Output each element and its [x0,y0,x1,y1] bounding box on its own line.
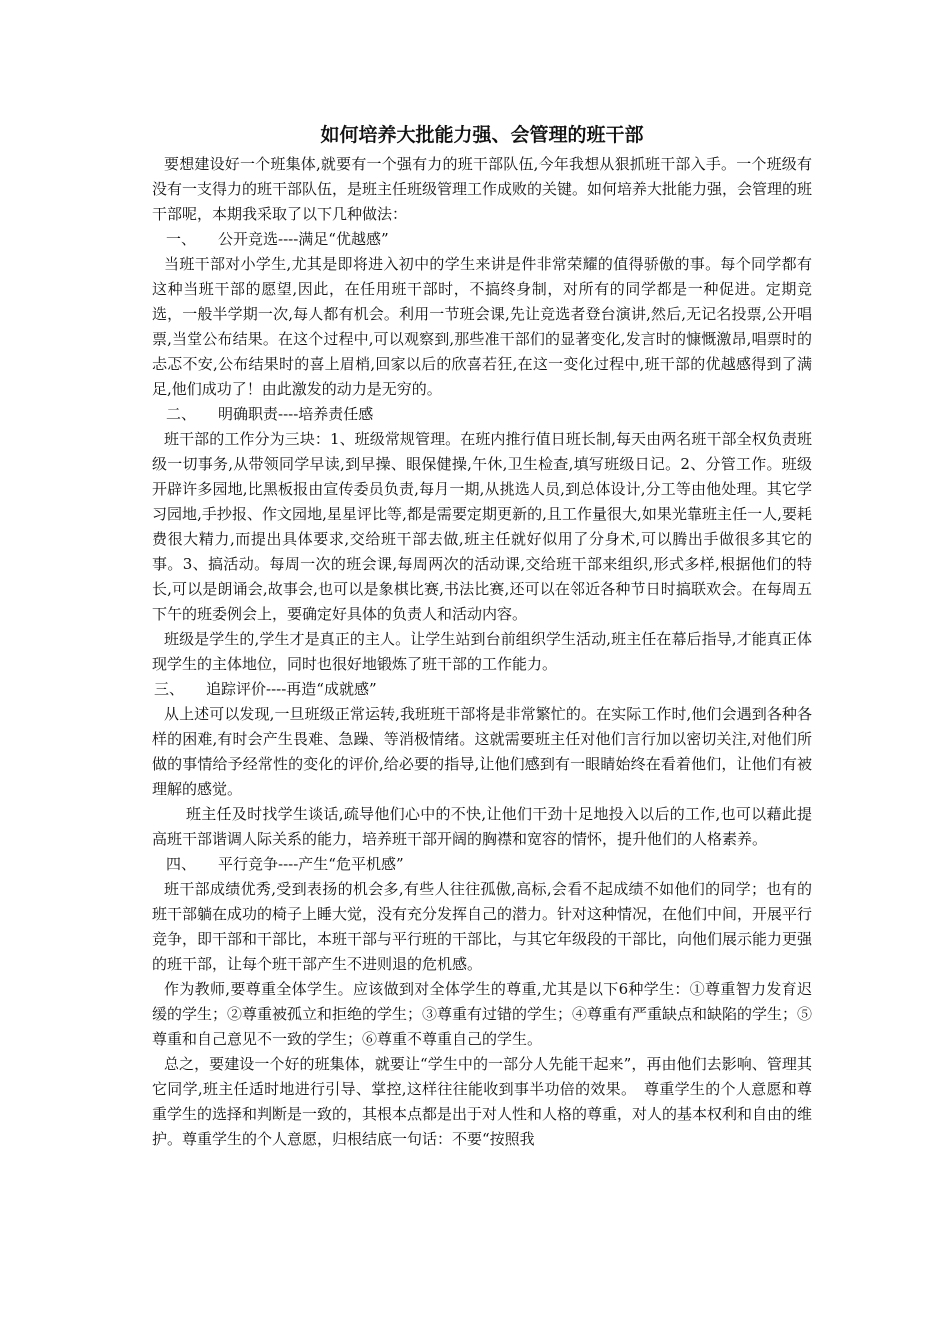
section-heading-3 [152,677,812,702]
section-4-paragraph-1: 班干部成绩优秀,受到表扬的机会多,有些人往往孤傲,高标,会看不起成绩不如他们的同学；也有的班干部躺在成功的椅子上睡大觉，没有充分发挥自己的潜力。针对这种情况，在他们中间，开展平行竞争，即干部和干部比，本班干部与平行班的干部比，与其它年级段的干部比，向他们展示能力更强的班干部，让每个班干部产生不进则退的危机感。 [152,880,813,973]
section-title: 明确职责----培养责任感 [218,405,374,423]
section-2-paragraph-1: 班干部的工作分为三块：1、班级常规管理。在班内推行值日班长制,每天由两名班干部全权负责班级一切事务,从带领同学早读,到早操、眼保健操,午休,卫生检查,填写班级日记。2、分管工作。班级开辟许多园地,比黑板报由宣传委员负责,每月一期,从挑选人员,到总体设计,分工等由他处理。其它学习园地,手抄报、作文园地,星星评比等,都是需要定期更新的,且工作量很大,如果光靠班主任一人,要耗费很大精力,而提出具体要求,交给班干部去做,班主任就好似用了分身术,可以腾出手做很多其它的事。3、搞活动。每周一次的班会课,每周两次的活动课,交给班干部来组织,形式多样,根据他们的特长,可以是朗诵会,故事会,也可以是象棋比赛,书法比赛,还可以在邻近各种节日时搞联欢会。在每周五下午的班委例会上，要确定好具体的负责人和活动内容。 [152,430,812,623]
section-number: 二、 [166,405,197,423]
section-heading-1 [152,227,812,252]
intro-paragraph: 要想建设好一个班集体,就要有一个强有力的班干部队伍,今年我想从狠抓班干部入手。一个班级有没有一支得力的班干部队伍，是班主任班级管理工作成败的关键。如何培养大批能力强，会管理的班干部呢，本期我采取了以下几种做法： [152,155,813,223]
section-number: 四、 [166,855,197,873]
section-number: 一、 [166,230,197,248]
document-title: 如何培养大批能力强、会管理的班干部 [320,124,644,146]
section-title: 追踪评价----再造“成就感” [206,680,377,698]
section-heading-2 [152,402,812,427]
document-page [152,120,812,1152]
section-4-paragraph-3: 总之，要建设一个好的班集体，就要让“学生中的一部分人先能干起来”，再由他们去影响、管理其它同学,班主任适时地进行引导、掌控,这样往往能收到事半功倍的效果。 尊重学生的个人意愿和尊重学生的选择和判断是一致的，其根本点都是出于对人性和人格的尊重，对人的基本权利和自由的维护。尊重学生的个人意愿，归根结底一句话：不要“按照我 [152,1055,813,1148]
section-heading-4 [152,852,812,877]
section-3-paragraph-1: 从上述可以发现,一旦班级正常运转,我班班干部将是非常繁忙的。在实际工作时,他们会遇到各种各样的困难,有时会产生畏难、急躁、等消极情绪。这就需要班主任对他们言行加以密切关注,对他们所做的事情给予经常性的变化的评价,给必要的指导,让他们感到有一眼睛始终在看着他们，让他们有被理解的感觉。 [152,705,812,798]
section-title: 公开竞选----满足“优越感” [218,230,389,248]
section-number: 三、 [154,680,185,698]
section-3-paragraph-2: 班主任及时找学生谈话,疏导他们心中的不快,让他们干劲十足地投入以后的工作,也可以藉此提高班干部谐调人际关系的能力，培养班干部开阔的胸襟和宽容的情怀，提升他们的人格素养。 [152,805,812,848]
section-4-paragraph-2: 作为教师,要尊重全体学生。应该做到对全体学生的尊重,尤其是以下6种学生：①尊重智力发育迟缓的学生；②尊重被孤立和拒绝的学生；③尊重有过错的学生；④尊重有严重缺点和缺陷的学生；⑤尊重和自己意见不一致的学生；⑥尊重不尊重自己的学生。 [152,980,813,1048]
section-title: 平行竞争----产生“危平机感” [218,855,404,873]
section-1-paragraph-1: 当班干部对小学生,尤其是即将进入初中的学生来讲是件非常荣耀的值得骄傲的事。每个同学都有这种当班干部的愿望,因此，在任用班干部时，不搞终身制，对所有的同学都是一种促进。定期竞选，一般半学期一次,每人都有机会。利用一节班会课,先让竞选者登台演讲,然后,无记名投票,公开唱票,当堂公布结果。在这个过程中,可以观察到,那些准干部们的显著变化,发言时的慷慨激昂,唱票时的忐忑不安,公布结果时的喜上眉梢,回家以后的欣喜若狂,在这一变化过程中,班干部的优越感得到了满足,他们成功了！由此激发的动力是无穷的。 [152,255,812,398]
section-2-paragraph-2: 班级是学生的,学生才是真正的主人。让学生站到台前组织学生活动,班主任在幕后指导,才能真正体现学生的主体地位，同时也很好地锻炼了班干部的工作能力。 [152,630,812,673]
